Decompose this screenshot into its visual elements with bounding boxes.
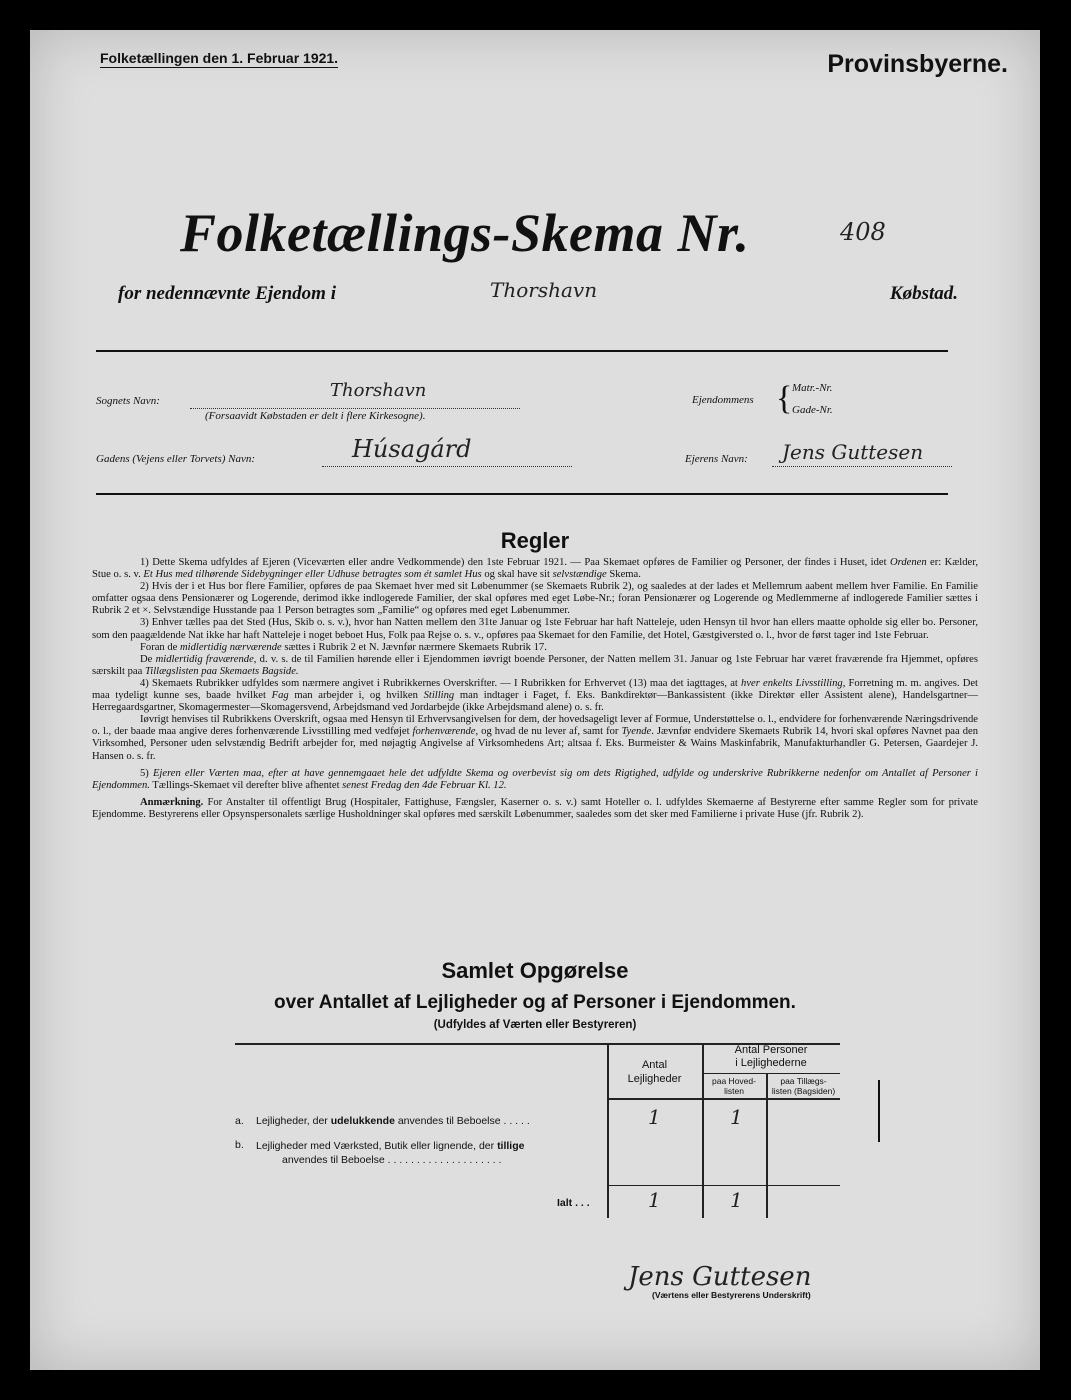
- owner-line: [772, 466, 952, 467]
- street-value: Húsagárd: [352, 435, 472, 463]
- table-total-line: [607, 1185, 840, 1186]
- col-hovedlisten: paa Hoved- listen: [712, 1076, 756, 1096]
- summary-note: (Udfyldes af Værten eller Bestyreren): [433, 1019, 637, 1031]
- census-date-header: Folketællingen den 1. Februar 1921.: [100, 50, 339, 66]
- signature-caption: (Værtens eller Bestyrerens Underskrift): [652, 1290, 811, 1300]
- form-number: 408: [840, 218, 886, 246]
- owner-value: Jens Guttesen: [782, 440, 924, 464]
- total-lejligheder: 1: [648, 1188, 661, 1212]
- total-label: Ialt . . .: [557, 1197, 590, 1209]
- parish-line: [190, 408, 520, 409]
- rule-4: 4) Skemaets Rubrikker udfyldes som nærmere angivet i Rubrikkernes Overskrifter. — I Rubrikken for Erhvervet (13) maa det iagttages, at hver enkelts Livsstilling, Forretning m. m. angives. Det maa tydeligt kunne ses, baade hvilket Fag man arbejder i, og hvilken Stilling man indtager i Faget, f. Eks. Bankdirektør—Bankassistent (ikke Direktør eller Assistent alene), Handelsgartner—Herregaardsgartner, Skomagermester—Skomagersvend, Arbejdsmand ved Jordarbejde (ikke Arbejdsmand alene) o. s. fr.: [92, 677, 978, 714]
- rule-3c: De midlertidig fraværende, d. v. s. de til Familien hørende eller i Ejendommen iøvrigt boende Personer, der Natten mellem 31. Januar og 1ste Februar har været fraværende fra Hjemmet, opføres særskilt paa Tillægslisten paa Skemaets Bagside.: [92, 653, 978, 677]
- margin-mark: [878, 1080, 880, 1142]
- property-prefix: for nedennævnte Ejendom i: [118, 283, 336, 304]
- brace: {: [776, 380, 793, 417]
- owner-label: Ejerens Navn:: [685, 453, 748, 465]
- street-line: [322, 466, 572, 467]
- row-a-text: Lejligheder, der udelukkende anvendes til Beboelse . . . . .: [256, 1115, 530, 1127]
- col-antal-lejligheder: Antal Lejligheder: [627, 1059, 682, 1085]
- parish-label: Sognets Navn:: [96, 395, 160, 407]
- form-title: Folketællings-Skema Nr.: [180, 203, 750, 263]
- row-a-label: a.: [235, 1115, 244, 1127]
- regler-title: Regler: [500, 528, 570, 553]
- row-a-hovedlisten: 1: [730, 1105, 743, 1129]
- row-b-label: b.: [235, 1139, 244, 1151]
- table-header-bottom: [607, 1098, 840, 1100]
- gade-label: Gade-Nr.: [792, 404, 833, 416]
- mid-divider: [96, 493, 948, 495]
- rule-4b: Iøvrigt henvises til Rubrikkens Overskrift, ogsaa med Hensyn til Erhvervsangivelsen for dem, der hovedsageligt lever af Formue, Understøttelse o. l., endvidere for forhenværende Næringsdrivende o. l., der baade maa angive deres forhenværende Livsstilling med vedføjet forhenværende, og hvad de nu lever af, samt for Tyende. Jævnfør endvidere Skemaets Rubrik 14, hvori skal opføres Navnet paa den Virksomhed, Personer uden selvstændig Bedrift arbejder for, med nøjagtig Angivelse af Virksomhedens Art; altsaa f. Eks. Burmeister & Wains Maskinfabrik, Manufakturhandler G. Petersen, Gaardejer J. Hansen o. s. fr.: [92, 714, 978, 762]
- street-label: Gadens (Vejens eller Torvets) Navn:: [96, 453, 256, 465]
- property-label: Ejendommens: [692, 394, 754, 406]
- summary-title: Samlet Opgørelse: [441, 958, 629, 983]
- rule-1: 1) Dette Skema udfyldes af Ejeren (Viceværten eller andre Vedkommende) den 1ste Februar 1921. — Paa Skemaet opføres de Familier og Personer, der findes i Huset, idet Ordenen er: Kælder, Stue o. s. v. Et Hus med tilhørende Sidebygninger eller Udhuse betragtes som ét samlet Hus og skal have sit selvstændige Skema.: [92, 557, 978, 581]
- rule-5: 5) Ejeren eller Værten maa, efter at have gennemgaaet hele det udfyldte Skema og overbevist sig om dets Rigtighed, udfylde og underskrive Rubrikkerne nedenfor om Antallet af Personer i Ejendommen. Tællings-Skemaet vil derefter blive afhentet senest Fredag den 4de Februar Kl. 12.: [92, 767, 978, 791]
- parish-value: Thorshavn: [330, 380, 427, 401]
- rule-3b: Foran de midlertidig nærværende sættes i Rubrik 2 et N. Jævnfør nærmere Skemaets Rubrik 17.: [140, 641, 547, 653]
- table-persons-line: [702, 1073, 840, 1074]
- col-tillaegslisten: paa Tillægs- listen (Bagsiden): [771, 1076, 836, 1096]
- rule-annotation: Anmærkning. For Anstalter til offentligt Brug (Hospitaler, Fattighuse, Fængsler, Kaserner o. s. v.) samt Hoteller o. l. udfyldes Skemaerne af Bestyrerne efter samme Regler som for private Ejendomme. Bestyrerens eller Opsynspersonalets særlige Husholdninger skal opføres med særskilt Løbenummer, saaledes som det sker med Familierne i private Huse (jfr. Rubrik 2).: [92, 796, 978, 820]
- town-suffix: Købstad.: [889, 283, 958, 304]
- town-value: Thorshavn: [490, 278, 598, 302]
- rule-2: 2) Hvis der i et Hus bor flere Familier, opføres de paa Skemaet hver med sit Løbenummer (se Skemaets Rubrik 2), og saaledes at der lades et Mellemrum aabent mellem hver Familie. En Familie omfatter ogsaa dens Pensionærer og Logerende, derimod ikke indlogerede Familier, der skal opføres med eget Løbe-Nr.; foran Pensionærer og Logerende og Medlemmerne af indlogerede Familier sættes i Rubrik 2 et ×. Selvstændige Husstande paa 1 Person betragtes som „Familie“ og opføres med eget Løbenummer.: [92, 581, 978, 617]
- rule-3: 3) Enhver tælles paa det Sted (Hus, Skib o. s. v.), hvor han Natten mellem den 31te Januar og 1ste Februar har haft Natteleje, uden Hensyn til hvor han ellers maatte opholde sig eller bo. Personer, som den paagældende Nat ikke har haft Natteleje i noget beboet Hus, Folk paa Rejse o. s. v., opføres paa Skemaet for den Familie, det Hotel, Gæstgiversted o. l., hvor de først tager ind 1ste Februar.: [92, 617, 978, 641]
- region-header: Provinsbyerne.: [827, 50, 1008, 78]
- census-form-sheet: [30, 30, 1040, 1370]
- top-divider: [96, 350, 948, 352]
- parish-note: (Forsaavidt Købstaden er delt i flere Kirkesogne).: [205, 410, 426, 422]
- row-a-lejligheder: 1: [648, 1105, 661, 1129]
- signature: Jens Guttesen: [628, 1262, 812, 1292]
- total-hovedlisten: 1: [730, 1188, 743, 1212]
- col-antal-personer: Antal Personer i Lejlighederne: [734, 1044, 808, 1069]
- summary-subtitle: over Antallet af Lejligheder og af Personer i Ejendommen.: [274, 992, 796, 1013]
- rules-text: [92, 557, 978, 821]
- row-b-text: Lejligheder med Værksted, Butik eller lignende, der tillige anvendes til Beboelse . . . . . . . . . . . . . . . . . . . .: [256, 1140, 525, 1166]
- matr-label: Matr.-Nr.: [792, 382, 833, 394]
